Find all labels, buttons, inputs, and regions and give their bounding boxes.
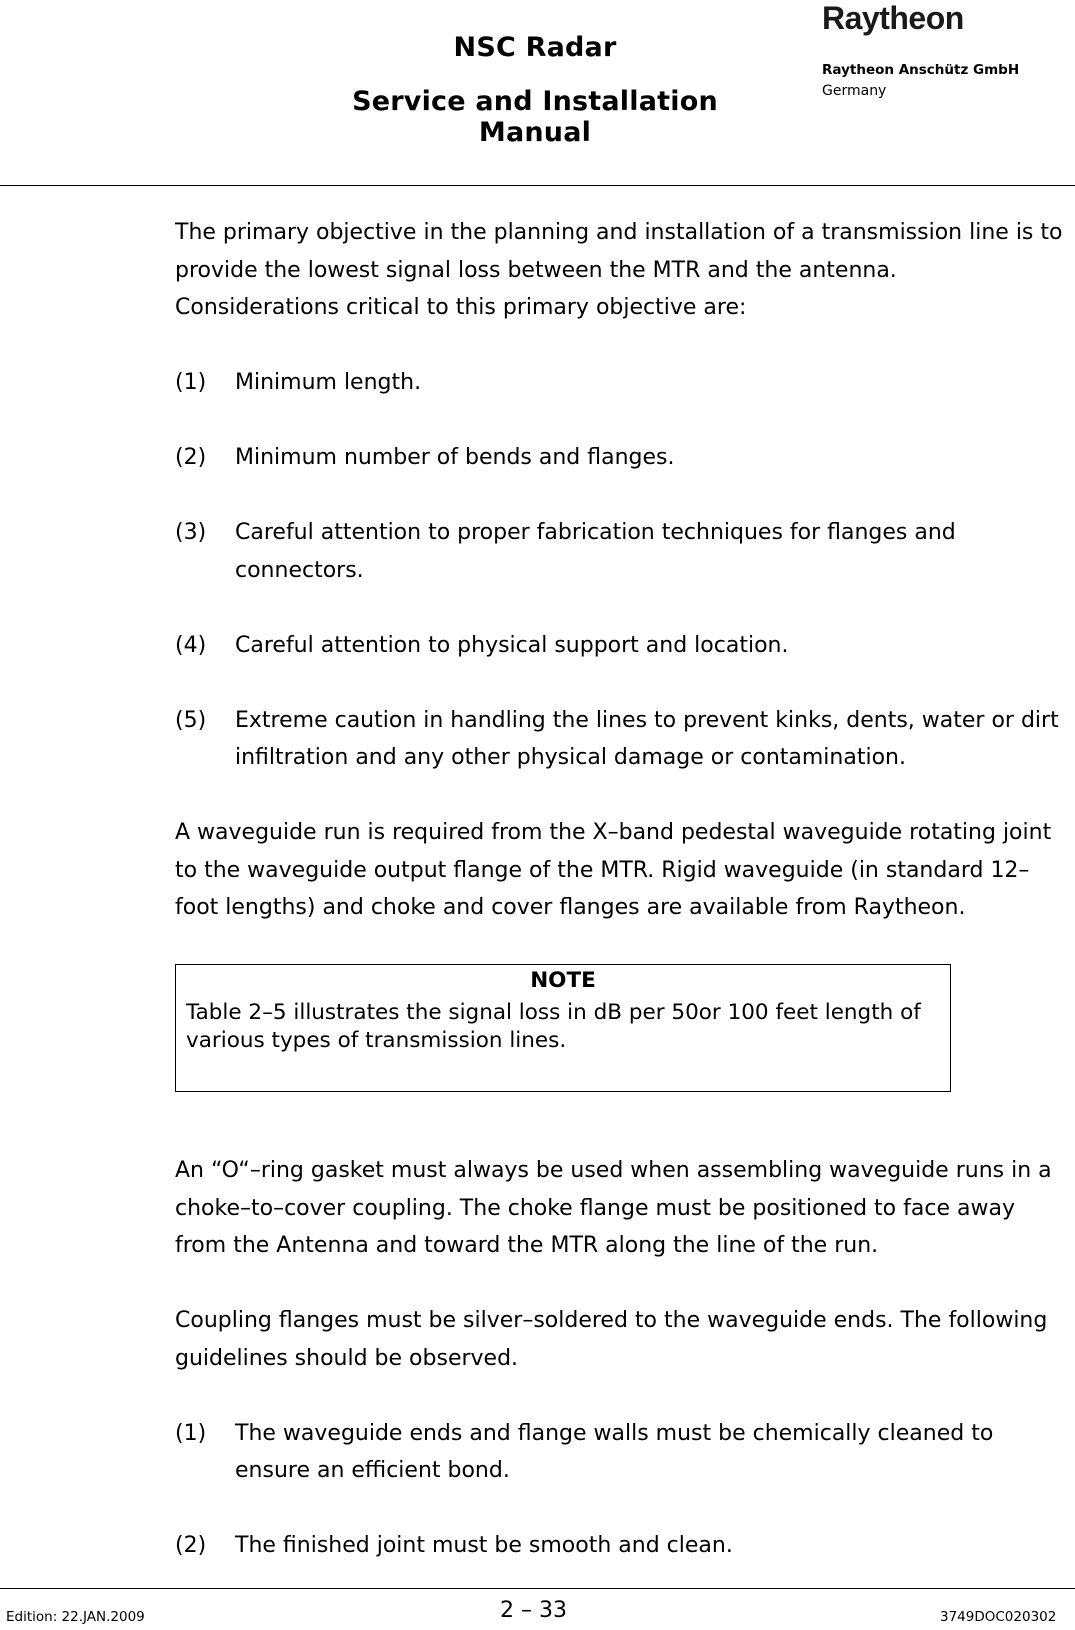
list-item <box>175 1527 1065 1565</box>
list-item-text: Careful attention to physical support and location. <box>235 632 789 658</box>
page-body <box>175 214 1065 1602</box>
list-item-text: Minimum length. <box>235 370 422 395</box>
coupling-paragraph: Coupling flanges must be silver–soldered to the waveguide ends. The following guidelines should be observed. <box>175 1308 1048 1371</box>
list-item-number: (1) <box>175 1420 207 1446</box>
list-item-number: (2) <box>175 1533 207 1558</box>
document-id: 3749DOC020302 <box>940 1609 1057 1625</box>
header-divider <box>0 185 1075 186</box>
list-item-text: Careful attention to proper fabrication techniques for flanges and connectors. <box>235 520 956 583</box>
list-item-text: The finished joint must be smooth and clean. <box>235 1533 733 1558</box>
list-item-text: Extreme caution in handling the lines to prevent kinks, dents, water or dirt infiltration and any other physical damage or contamination. <box>235 707 1059 770</box>
guidelines-list <box>175 1415 1065 1565</box>
document-title: NSC Radar <box>453 32 617 63</box>
list-item <box>175 702 1065 777</box>
list-item <box>175 1415 1065 1490</box>
page-number: 2 – 33 <box>500 1598 567 1623</box>
company-name: Raytheon Anschütz GmbH <box>822 62 1020 78</box>
list-item-number: (4) <box>175 632 207 658</box>
note-title: NOTE <box>530 968 596 993</box>
edition-date: Edition: 22.JAN.2009 <box>6 1609 145 1625</box>
company-country: Germany <box>822 83 887 99</box>
list-item-text: Minimum number of bends and flanges. <box>235 445 675 470</box>
considerations-list <box>175 364 1065 777</box>
note-text: Table 2–5 illustrates the signal loss in dB per 50or 100 feet length of various types of transmission lines. <box>186 1000 921 1053</box>
oring-paragraph: An “O“–ring gasket must always be used when assembling waveguide runs in a choke–to–cover coupling. The choke flange must be positioned to face away from the Antenna and toward the MTR along the line of the run. <box>175 1158 1052 1258</box>
note-box <box>175 964 951 1092</box>
list-item <box>175 627 1065 665</box>
footer-divider <box>0 1588 1075 1589</box>
waveguide-paragraph: A waveguide run is required from the X–band pedestal waveguide rotating joint to the waveguide output flange of the MTR. Rigid waveguide (in standard 12–foot lengths) and choke and cover flanges are available from Raytheon. <box>175 820 1052 920</box>
document-subtitle: Service and Installation Manual <box>352 86 718 148</box>
list-item-text: The waveguide ends and flange walls must be chemically cleaned to ensure an efficient bond. <box>235 1420 994 1483</box>
list-item <box>175 514 1065 589</box>
list-item <box>175 364 1065 402</box>
raytheon-logo: Raytheon <box>822 0 964 36</box>
list-item-number: (3) <box>175 520 207 545</box>
list-item-number: (5) <box>175 707 207 733</box>
list-item-number: (2) <box>175 445 207 470</box>
list-item-number: (1) <box>175 370 207 395</box>
list-item <box>175 439 1065 477</box>
intro-paragraph: The primary objective in the planning and installation of a transmission line is to provide the lowest signal loss between the MTR and the antenna. Considerations critical to this primary objective are: <box>175 220 1063 320</box>
